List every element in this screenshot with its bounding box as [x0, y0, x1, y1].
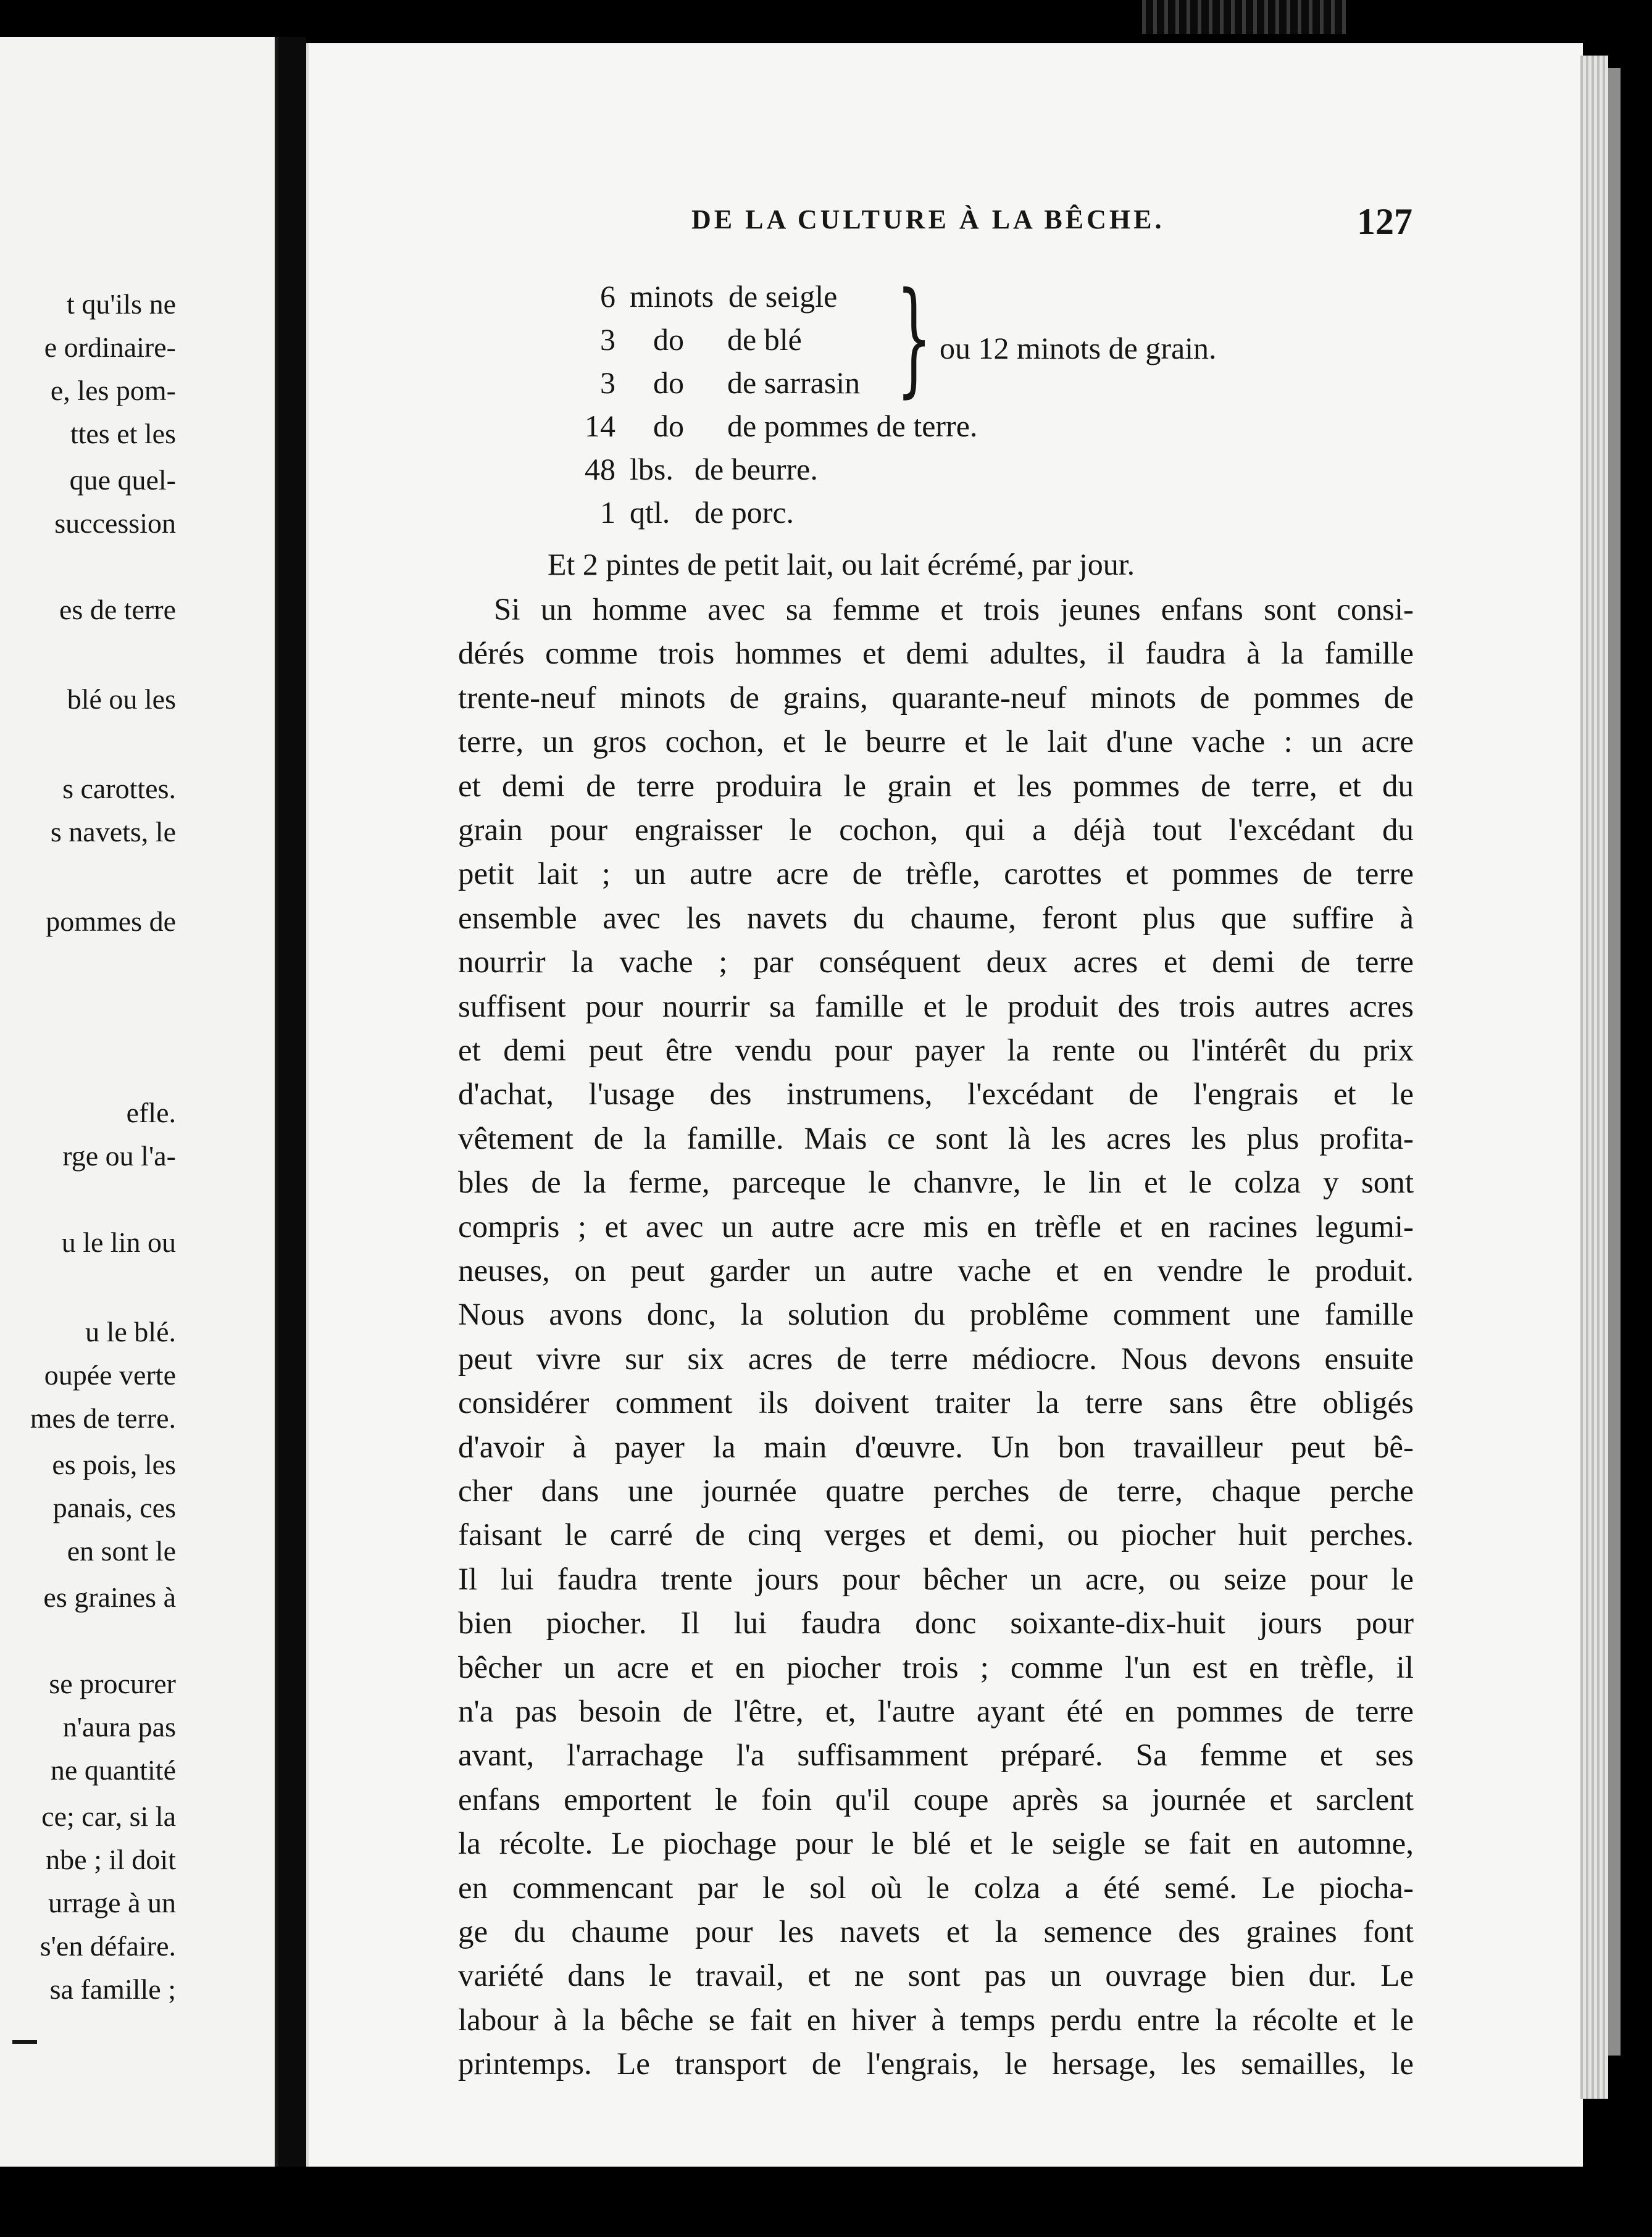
book-cover-edge	[1608, 68, 1621, 2056]
body-line: en commencant par le sol où le colza a été semé. Le piocha-	[458, 1871, 1414, 1906]
body-line: avant, l'arrachage l'a suffisamment préparé. Sa femme et ses	[458, 1738, 1414, 1773]
ration-quantity: 14	[585, 409, 615, 443]
facing-page-line: oupée verte	[44, 1359, 176, 1391]
body-line: d'avoir à payer la main d'œuvre. Un bon travailleur peut bê-	[458, 1430, 1414, 1465]
ration-quantity: 3	[600, 322, 615, 357]
body-line: terre, un gros cochon, et le beurre et le lait d'une vache : un acre	[458, 725, 1414, 759]
body-line: bêcher un acre et en piocher trois ; comme l'un est en trèfle, il	[458, 1651, 1414, 1685]
ration-quantity: 3	[600, 365, 615, 400]
scan-artifact	[1142, 0, 1346, 34]
facing-page-line: efle.	[126, 1097, 176, 1128]
ration-unit: minots	[630, 279, 714, 314]
ration-unit: do	[653, 365, 684, 400]
body-line: la récolte. Le piochage pour le blé et le seigle se fait en automne,	[458, 1827, 1414, 1861]
body-line: Nous avons donc, la solution du problême comment une famille	[458, 1298, 1414, 1332]
body-line: grain pour engraisser le cochon, qui a déjà tout l'excédant du	[458, 813, 1414, 848]
body-line: printemps. Le transport de l'engrais, le hersage, les semailles, le	[458, 2047, 1414, 2081]
body-line: Il lui faudra trente jours pour bêcher un acre, ou seize pour le	[458, 1562, 1414, 1597]
page-number: 127	[1357, 201, 1412, 242]
body-line: enfans emportent le foin qu'il coupe après sa journée et sarclent	[458, 1783, 1414, 1817]
facing-page-line: mes de terre.	[30, 1402, 176, 1434]
body-line: petit lait ; un autre acre de trèfle, carottes et pommes de terre	[458, 857, 1414, 891]
facing-page-line: se procurer	[49, 1668, 176, 1699]
facing-page-line: pommes de	[46, 906, 176, 937]
body-line: ge du chaume pour les navets et la semence des graines font	[458, 1915, 1414, 1949]
facing-page-line: es pois, les	[52, 1449, 176, 1480]
facing-page-line: urrage à un	[48, 1887, 176, 1918]
body-line: trente-neuf minots de grains, quarante-neuf minots de pommes de	[458, 681, 1414, 715]
ration-line: Et 2 pintes de petit lait, ou lait écrémé, par jour.	[548, 547, 1135, 581]
body-line: et demi peut être vendu pour payer la rente ou l'intérêt du prix	[458, 1033, 1414, 1068]
ration-description: de seigle	[728, 279, 838, 314]
body-line: suffisent pour nourrir sa famille et le produit des trois autres acres	[458, 989, 1414, 1024]
ration-quantity: 48	[585, 452, 615, 486]
ration-unit: lbs.	[630, 452, 674, 486]
facing-page-rule	[12, 2040, 37, 2044]
ration-description: de beurre.	[695, 452, 818, 486]
facing-page-line: sa famille ;	[49, 1973, 176, 2005]
facing-page-line: succession	[54, 507, 176, 539]
body-line: bien piocher. Il lui faudra donc soixante-dix-huit jours pour	[458, 1606, 1414, 1641]
ration-quantity: 6	[600, 279, 615, 314]
facing-page-line: e, les pom-	[50, 375, 176, 406]
ration-unit: do	[653, 409, 684, 443]
ration-quantity: 1	[600, 495, 615, 530]
facing-page-line: s'en défaire.	[40, 1930, 176, 1962]
facing-page-line: es de terre	[59, 594, 176, 625]
body-line: cher dans une journée quatre perches de terre, chaque perche	[458, 1474, 1414, 1509]
body-line: ensemble avec les navets du chaume, feront plus que suffire à	[458, 901, 1414, 936]
body-line: bles de la ferme, parceque le chanvre, le lin et le colza y sont	[458, 1165, 1414, 1200]
ration-description: de porc.	[695, 495, 795, 530]
facing-page-line: en sont le	[67, 1535, 176, 1567]
body-line: variété dans le travail, et ne sont pas un ouvrage bien dur. Le	[458, 1959, 1414, 1993]
facing-page-line: es graines à	[43, 1581, 176, 1613]
body-line: Si un homme avec sa femme et trois jeunes enfans sont consi-	[494, 593, 1414, 627]
facing-page-line: ttes et les	[70, 418, 176, 449]
ration-description: de pommes de terre.	[727, 409, 978, 443]
facing-page-line: rge ou l'a-	[62, 1140, 176, 1172]
facing-page-line: t qu'ils ne	[67, 288, 176, 320]
facing-page-line: u le lin ou	[61, 1227, 176, 1258]
body-line: vêtement de la famille. Mais ce sont là les acres les plus profita-	[458, 1122, 1414, 1156]
facing-page-line: nbe ; il doit	[46, 1844, 176, 1875]
page-edges	[1580, 56, 1608, 2099]
body-line: nourrir la vache ; par conséquent deux acres et demi de terre	[458, 945, 1414, 980]
body-line: d'achat, l'usage des instrumens, l'excédant de l'engrais et le	[458, 1077, 1414, 1112]
body-line: labour à la bêche se fait en hiver à temps perdu entre la récolte et le	[458, 2003, 1414, 2038]
facing-page-line: ce; car, si la	[41, 1801, 176, 1832]
body-line: compris ; et avec un autre acre mis en trèfle et en racines legumi-	[458, 1210, 1414, 1244]
body-line: et demi de terre produira le grain et les pommes de terre, et du	[458, 769, 1414, 804]
ration-unit: qtl.	[630, 495, 670, 530]
facing-page-line: e ordinaire-	[44, 331, 176, 363]
facing-page-line: s carottes.	[62, 773, 176, 804]
ration-unit: do	[653, 322, 684, 357]
facing-page-line: que quel-	[69, 464, 176, 496]
brace-glyph: }	[896, 266, 932, 410]
body-line: faisant le carré de cinq verges et demi, ou piocher huit perches.	[458, 1518, 1414, 1552]
body-line: peut vivre sur six acres de terre médiocre. Nous devons ensuite	[458, 1342, 1414, 1377]
ration-description: de blé	[727, 322, 802, 357]
facing-page-line: ne quantité	[50, 1754, 176, 1786]
facing-page-line: n'aura pas	[62, 1711, 176, 1743]
facing-page-line: u le blé.	[85, 1316, 176, 1348]
facing-page-line: s navets, le	[50, 816, 176, 848]
facing-page-line: blé ou les	[67, 683, 176, 715]
ration-description: de sarrasin	[727, 365, 861, 400]
running-head: DE LA CULTURE À LA BÊCHE.	[691, 204, 1165, 235]
brace-total: ou 12 minots de grain.	[940, 331, 1217, 365]
facing-page-left	[0, 37, 278, 2167]
book-spine	[278, 37, 306, 2167]
body-line: considérer comment ils doivent traiter la terre sans être obligés	[458, 1386, 1414, 1420]
facing-page-line: panais, ces	[52, 1492, 176, 1523]
body-line: n'a pas besoin de l'être, et, l'autre ayant été en pommes de terre	[458, 1694, 1414, 1729]
body-line: neuses, on peut garder un autre vache et en vendre le produit.	[458, 1254, 1414, 1288]
body-line: dérés comme trois hommes et demi adultes, il faudra à la famille	[458, 636, 1414, 671]
